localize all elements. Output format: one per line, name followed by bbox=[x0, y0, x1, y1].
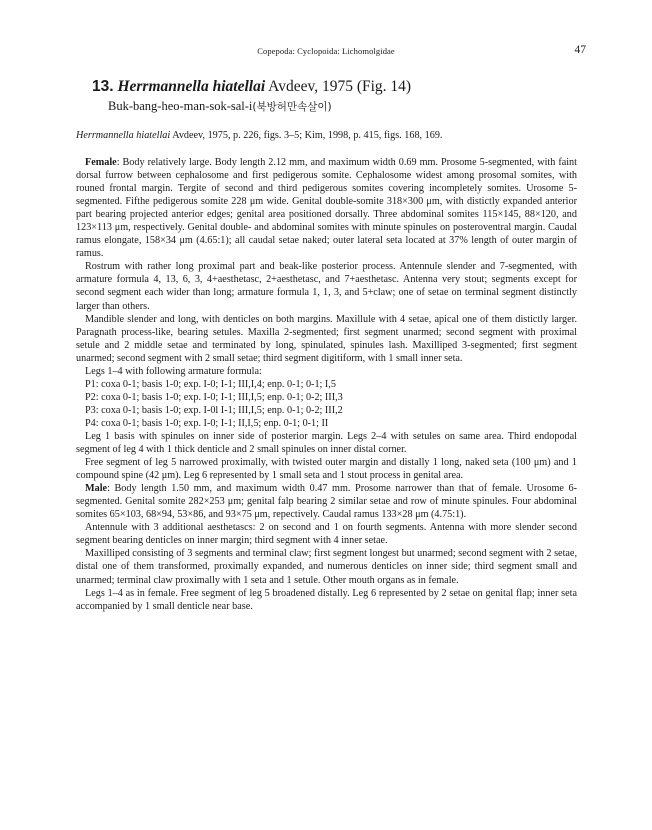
korean-name bbox=[108, 99, 332, 114]
synonymy-taxon: Herrmannella hiatellai bbox=[76, 130, 171, 141]
female-leg1-paragraph: Leg 1 basis with spinules on inner side of posterior margin. Legs 2–4 with setules on same area. Third endopodal segment of leg 4 with 1 thick denticle and 2 small spinules on inner distal corner. bbox=[76, 430, 577, 456]
synonymy-line bbox=[76, 130, 586, 141]
male-antennule-paragraph: Antennule with 3 additional aesthetascs: 2 on second and 1 on fourth segments. Antenna with more slender second segment bearing denticles on inner margin; third segment with 4 inner setae. bbox=[76, 522, 577, 547]
female-rostrum-paragraph: Rostrum with rather long proximal part and beak-like posterior process. Antennule slender and 7-segmented, with armature formula 4, 13, 6, 3, 4+aesthetasc, 2+aesthetasc, and 7+aesthetasc. Antenna very stout; segments except for second segment each wider than long; armature formula 1, 1, 3, and 5+claw; one of setae on terminal segment distinctly larger than others. bbox=[76, 261, 577, 312]
male-description bbox=[76, 482, 577, 521]
male-description-text: : Body length 1.50 mm, and maximum width 0.47 mm. Prosome narrower than that of female. Urosome 6-segmented. Genital somite 282×253 μm; genital falp bearing 2 similar setae and row of minute spinules. Four abdominal somites 65×103, 68×94, 53×86, and 93×75 μm, repectively. Caudal ramus 133×28 μm (4.75:1). bbox=[76, 483, 577, 521]
synonymy-citation: Avdeev, 1975, p. 226, figs. 3–5; Kim, 1998, p. 415, figs. 168, 169. bbox=[172, 130, 443, 141]
description-body bbox=[76, 156, 577, 613]
male-label: Male bbox=[85, 483, 108, 495]
male-legs-paragraph: Legs 1–4 as in female. Free segment of leg 5 broadened distally. Leg 6 represented by 2 setae on genital flap; inner seta accompanied by 1 small denticle near base. bbox=[76, 587, 577, 612]
female-label: Female bbox=[85, 157, 117, 168]
species-heading bbox=[92, 78, 411, 96]
leg-formula-p4: P4: coxa 0-1; basis 1-0; exp. I-0; I-1; II,I,5; enp. 0-1; 0-1; II bbox=[85, 417, 329, 429]
female-leg5-paragraph: Free segment of leg 5 narrowed proximally, with twisted outer margin and distally 1 long, naked seta (100 μm) and 1 compound spine (42 μm). Leg 6 represented by 1 small seta and 1 stout process in genital area. bbox=[76, 457, 577, 482]
leg-formula-p2: P2: coxa 0-1; basis 1-0; exp. I-0; I-1; III,I,5; enp. 0-1; 0-2; III,3 bbox=[85, 391, 343, 403]
female-description bbox=[76, 156, 577, 260]
legs-intro: Legs 1–4 with following armature formula: bbox=[85, 365, 262, 377]
page-number: 47 bbox=[574, 44, 586, 56]
leg-formula-p3: P3: coxa 0-1; basis 1-0; exp. I-0l I-1; III,I,5; enp. 0-1; 0-2; III,2 bbox=[85, 404, 343, 416]
female-description-text: : Body relatively large. Body length 2.12 mm, and maximum width 0.69 mm. Prosome 5-segmented, with faint dorsal furrow between cephalosome and first pedigerous somite. Cephalosome widest among prosomal somites, with rouned frontal margin. Tergite of second and third pedigerous somites covering incompletely somites. Urosome 5-segmented. Fifthe pedigerous somite 228 μm wide. Genital double-somite 318×300 μm, with distictly expanded anterior part bearing projected anterior edges; genital area positioned dorsally. Three abdominal somites 115×145, 88×120, and 123×113 μm, respectively. Genital double- and abdominal somites with minute spinules on posteroventral margin. Caudal ramus elongate, 158×34 μm (4.65:1); all caudal setae naked; outer lateral seta located at 37% length of outer margin of ramus. bbox=[76, 157, 577, 260]
species-number: 13. bbox=[92, 78, 114, 95]
running-head: Copepoda: Cyclopoida: Lichomolgidae bbox=[257, 46, 395, 56]
female-mandible-paragraph: Mandible slender and long, with denticles on both margins. Maxillule with 4 setae, apical one of them distictly larger. Paragnath process-like, bearing setules. Maxilla 2-segmented; first segment unarmed; second segment with proximal setule and 2 middle setae and terminated by long, spinulated, spinules lash. Maxilliped 3-segmented; first segment unarmed; second segment with 2 small setae; third segment digitiform, with 1 small inner seta. bbox=[76, 313, 577, 364]
species-authority: Avdeev, 1975 (Fig. 14) bbox=[268, 78, 412, 95]
male-maxilliped-paragraph: Maxilliped consisting of 3 segments and terminal claw; first segment longest but unarmed; second segment with 2 setae, distal one of them transformed, proximally expanded, and numerous denticles on inner side; third segment small and unarmed; terminal claw proximally with 1 seta and 1 setule. Other mouth organs as in female. bbox=[76, 548, 577, 586]
korean-name-romanized: Buk-bang-heo-man-sok-sal-i bbox=[108, 99, 253, 113]
korean-name-hangul: (북방허만속살이) bbox=[252, 101, 332, 113]
leg-formula-p1: P1: coxa 0-1; basis 1-0; exp. I-0; I-1; III,I,4; enp. 0-1; 0-1; I,5 bbox=[85, 378, 336, 390]
species-scientific-name: Herrmannella hiatellai bbox=[117, 78, 266, 95]
